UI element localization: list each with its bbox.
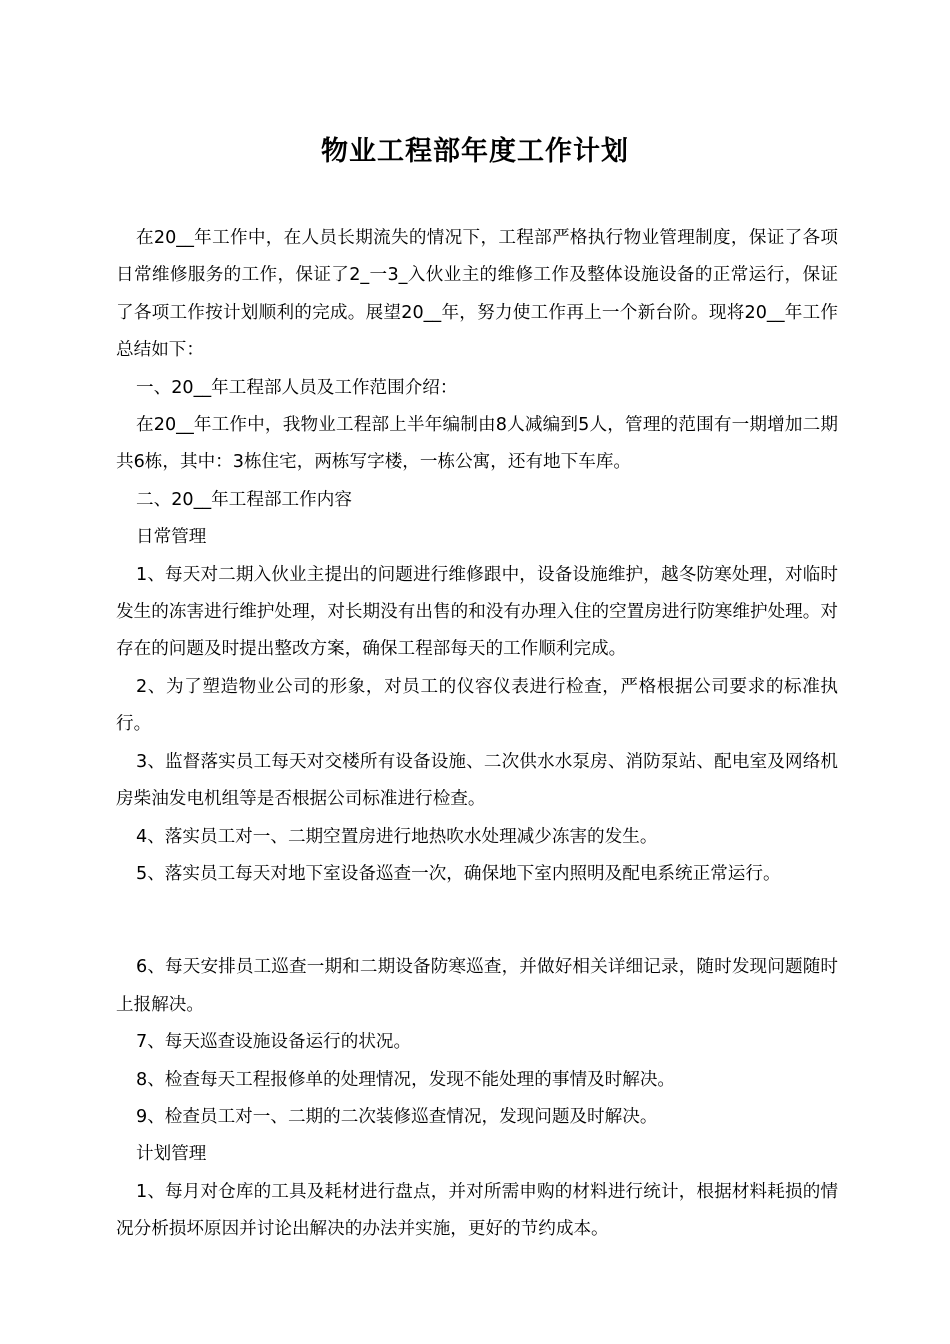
list-item: 6、每天安排员工巡查一期和二期设备防寒巡查，并做好相关详细记录，随时发现问题随时上报解决。 [116,957,838,1015]
blank-line [116,893,838,949]
document-title: 物业工程部年度工作计划 [321,136,629,167]
section-heading-1: 一、20__年工程部人员及工作范围介绍： [136,377,458,398]
list-item: 7、每天巡查设施设备运行的状况。 [136,1032,412,1053]
list-item: 2、为了塑造物业公司的形象，对员工的仪容仪表进行检查，严格根据公司要求的标准执行。 [116,676,838,735]
list-item: 9、检查员工对一、二期的二次装修巡查情况，发现问题及时解决。 [136,1106,658,1127]
paragraph-intro: 在20__年工作中，在人员长期流失的情况下，工程部严格执行物业管理制度，保证了各项日常维修服务的工作，保证了2_一3_入伙业主的维修工作及整体设施设备的正常运行，保证了各项工作按计划顺利的完成。展望20__年，努力使工作再上一个新台阶。现将20__年工作总结如下： [116,228,838,361]
paragraph-staff: 在20__年工作中，我物业工程部上半年编制由8人减编到5人，管理的范围有一期增加二期共6栋，其中：3栋住宅，两栋写字楼，一栋公寓，还有地下车库。 [116,415,838,473]
list-item: 1、每天对二期入伙业主提出的问题进行维修跟中，设备设施维护，越冬防寒处理，对临时发生的冻害进行维护处理，对长期没有出售的和没有办理入住的空置房进行防寒维护处理。对存在的问题及时提出整改方案，确保工程部每天的工作顺利完成。 [116,564,838,660]
list-item: 3、监督落实员工每天对交楼所有设备设施、二次供水水泵房、消防泵站、配电室及网络机房柴油发电机组等是否根据公司标准进行检查。 [116,751,838,810]
section-heading-2: 二、20__年工程部工作内容 [136,489,352,510]
list-item: 1、每月对仓库的工具及耗材进行盘点，并对所需申购的材料进行统计，根据材料耗损的情况分析损坏原因并讨论出解决的办法并实施，更好的节约成本。 [116,1181,838,1240]
list-item: 8、检查每天工程报修单的处理情况，发现不能处理的事情及时解决。 [136,1069,676,1090]
document-body [116,220,838,1249]
subsection-heading-daily: 日常管理 [136,527,207,548]
list-item: 5、落实员工每天对地下室设备巡查一次，确保地下室内照明及配电系统正常运行。 [136,863,781,884]
list-item: 4、落实员工对一、二期空置房进行地热吹水处理减少冻害的发生。 [136,826,658,847]
subsection-heading-plan: 计划管理 [136,1144,207,1165]
